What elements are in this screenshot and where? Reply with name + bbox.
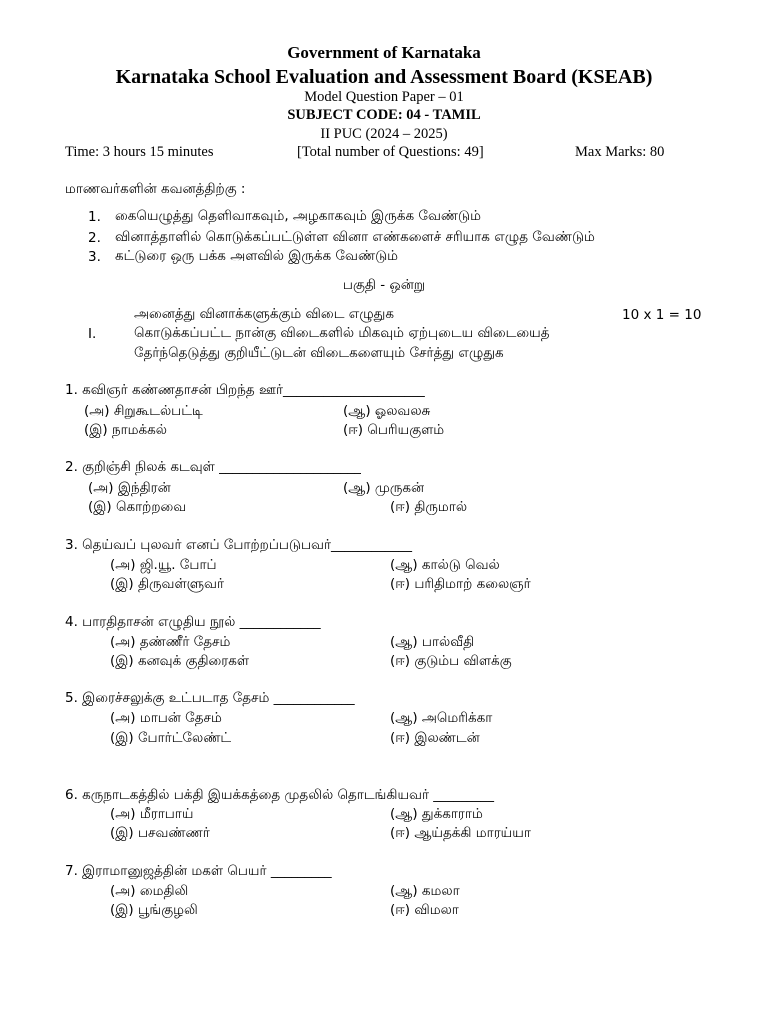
option-a: (அ) தண்ணீர் தேசம்: [110, 634, 231, 650]
instruction-number: 1.: [88, 209, 101, 225]
option-b: (ஆ) கமலா: [390, 883, 460, 899]
option-b: (ஆ) கால்டு வெல்: [390, 557, 500, 573]
option-b: (ஆ) பால்வீதி: [390, 634, 475, 650]
option-d: (ஈ) குடும்ப விளக்கு: [390, 653, 512, 669]
question-text: 6. கருநாடகத்தில் பக்தி இயக்கத்தை முதலில் தொடங்கியவர் _________: [65, 787, 495, 803]
question-text: 4. பாரதிதாசன் எழுதிய நூல் ____________: [65, 614, 321, 630]
option-d: (ஈ) பரிதிமாற் கலைஞர்: [390, 576, 531, 592]
question-text: 5. இரைச்சலுக்கு உட்படாத தேசம் ____________: [65, 690, 355, 706]
option-a: (அ) ஜி.யூ. போப்: [110, 557, 217, 573]
instruction-number: 2.: [88, 230, 101, 246]
option-b: (ஆ) ஓலவலசு: [343, 403, 431, 419]
max-marks: Max Marks: 80: [575, 144, 665, 160]
section-direction-line1: கொடுக்கப்பட்ட நான்கு விடைகளில் மிகவும் ஏற்புடைய விடையைத்: [134, 325, 550, 341]
question-text: 7. இராமானுஜத்தின் மகள் பெயர் _________: [65, 863, 332, 879]
option-b: (ஆ) துக்காராம்: [390, 806, 483, 822]
option-d: (ஈ) விமலா: [390, 902, 459, 918]
option-c: (இ) பூங்குழலி: [110, 902, 198, 918]
board-title: Karnataka School Evaluation and Assessment Board (KSEAB): [115, 66, 653, 88]
instruction-number: 3.: [88, 249, 101, 265]
instruction-text: கட்டுரை ஒரு பக்க அளவில் இருக்க வேண்டும்: [115, 248, 399, 264]
total-questions: [Total number of Questions: 49]: [297, 144, 484, 160]
question-text: 2. குறிஞ்சி நிலக் கடவுள் _____________________: [65, 459, 361, 475]
option-b: (ஆ) அமெரிக்கா: [390, 710, 493, 726]
instruction-text: கையெழுத்து தெளிவாகவும், அழகாகவும் இருக்க வேண்டும்: [115, 208, 481, 224]
subject-code: SUBJECT CODE: 04 - TAMIL: [287, 107, 481, 123]
option-c: (இ) போர்ட்லேண்ட்: [110, 730, 232, 746]
question-text: 1. கவிஞர் கண்ணதாசன் பிறந்த ஊர்_____________________: [65, 382, 425, 398]
instructions-title: மாணவர்களின் கவனத்திற்கு :: [65, 181, 246, 197]
option-c: (இ) திருவள்ளுவர்: [110, 576, 225, 592]
option-d: (ஈ) திருமால்: [390, 499, 468, 515]
exam-time: Time: 3 hours 15 minutes: [65, 144, 214, 160]
option-a: (அ) மைதிலி: [110, 883, 189, 899]
section-instruction: அனைத்து வினாக்களுக்கும் விடை எழுதுக: [134, 306, 395, 322]
section-direction-line2: தேர்ந்தெடுத்து குறியீட்டுடன் விடைகளையும் சேர்த்து எழுதுக: [134, 345, 504, 361]
option-d: (ஈ) இலண்டன்: [390, 730, 480, 746]
option-c: (இ) கனவுக் குதிரைகள்: [110, 653, 250, 669]
question-text: 3. தெய்வப் புலவர் எனப் போற்றப்படுபவர்____________: [65, 537, 413, 553]
section-marks: 10 x 1 = 10: [622, 307, 702, 323]
option-d: (ஈ) ஆய்தக்கி மாரய்யா: [390, 825, 531, 841]
government-title: Government of Karnataka: [287, 43, 481, 62]
option-c: (இ) கொற்றவை: [88, 499, 187, 515]
option-a: (அ) மாபன் தேசம்: [110, 710, 222, 726]
instruction-text: வினாத்தாளில் கொடுக்கப்பட்டுள்ள வினா எண்களைச் சரியாக எழுத வேண்டும்: [115, 229, 595, 245]
option-a: (அ) மீராபாய்: [110, 806, 194, 822]
option-b: (ஆ) முருகன்: [343, 480, 425, 496]
course-year: II PUC (2024 – 2025): [320, 126, 448, 142]
section-title: பகுதி - ஒன்று: [342, 277, 426, 293]
option-a: (அ) இந்திரன்: [88, 480, 171, 496]
option-c: (இ) பசவண்ணர்: [110, 825, 210, 841]
section-roman-number: I.: [88, 326, 97, 342]
option-a: (அ) சிறுகூடல்பட்டி: [84, 403, 203, 419]
option-c: (இ) நாமக்கல்: [84, 422, 168, 438]
option-d: (ஈ) பெரியகுளம்: [343, 422, 445, 438]
paper-title: Model Question Paper – 01: [304, 89, 464, 105]
